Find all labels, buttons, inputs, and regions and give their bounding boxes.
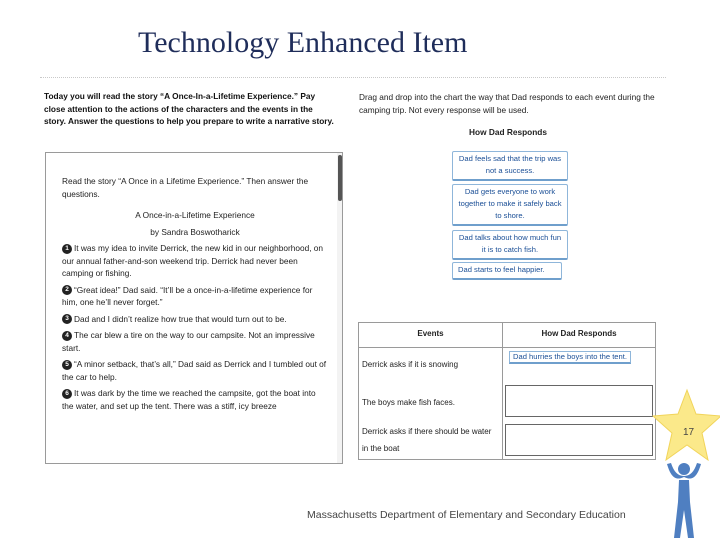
response-bank-title: How Dad Responds: [469, 127, 547, 137]
paragraph-number: 5: [62, 360, 72, 370]
paragraph: 2 “Great idea!” Dad said. “It’ll be a once-in-a-lifetime experience for him, one he’ll never forget.”: [62, 284, 313, 307]
response-tile[interactable]: Dad talks about how much fun it is to catch fish.: [452, 230, 568, 260]
intro-text: Today you will read the story “A Once-In-a-Lifetime Experience.” Pay close attention to the actions of the characters and the events in the story. Answer the questions to help you prepare to write a narrative story.: [44, 91, 334, 126]
task-instruction: Drag and drop into the chart the way that Dad responds to each event during the camping trip. Not every response will be used.: [359, 92, 655, 115]
title-divider: [40, 77, 666, 78]
page-number: 17: [683, 427, 695, 438]
response-tile[interactable]: Dad gets everyone to work together to make it safely back to shore.: [452, 184, 568, 226]
drop-zone[interactable]: [505, 424, 653, 456]
story-title: A Once-in-a-Lifetime Experience: [135, 210, 255, 220]
passage-content: [62, 175, 328, 416]
person-figure-icon: [664, 460, 704, 540]
scroll-thumb[interactable]: [338, 155, 342, 201]
footer-text: Massachusetts Department of Elementary and Secondary Education: [307, 509, 626, 521]
column-divider: [502, 323, 503, 459]
passage-instruction: Read the story “A Once in a Lifetime Experience.” Then answer the questions.: [62, 176, 309, 199]
slide-title: Technology Enhanced Item: [138, 26, 468, 59]
placed-response-tile[interactable]: Dad hurries the boys into the tent.: [509, 351, 631, 364]
star-icon: [652, 388, 720, 462]
response-tile[interactable]: Dad starts to feel happier.: [452, 262, 562, 280]
drop-zone[interactable]: [505, 349, 653, 367]
responses-header: How Dad Responds: [503, 323, 655, 348]
story-author: by Sandra Boswotharick: [150, 226, 240, 237]
passage-panel[interactable]: [45, 152, 343, 464]
event-cell: Derrick asks if it is snowing: [362, 360, 459, 369]
paragraph: 1 It was my idea to invite Derrick, the new kid in our neighborhood, on our annual father-and-son weekend trip. Derrick had never been camping or fishing.: [62, 243, 324, 278]
passage-scrollbar[interactable]: [337, 153, 342, 463]
paragraph-number: 4: [62, 331, 72, 341]
paragraph-number: 1: [62, 244, 72, 254]
paragraph: 3 Dad and I didn’t realize how true that would turn out to be.: [62, 313, 328, 326]
paragraph-number: 3: [62, 314, 72, 324]
paragraph: 6 It was dark by the time we reached the campsite, got the boat into the water, and set up the tent. There was a stiff, icy breeze: [62, 388, 316, 411]
response-tile[interactable]: Dad feels sad that the trip was not a success.: [452, 151, 568, 181]
paragraph: 4 The car blew a tire on the way to our campsite. Not an impressive start.: [62, 330, 315, 353]
events-table: [358, 322, 656, 460]
events-header: Events: [359, 323, 503, 348]
event-cell: Derrick asks if there should be water in the boat: [362, 427, 492, 453]
drop-zone[interactable]: [505, 385, 653, 417]
paragraph: 5 “A minor setback, that’s all,” Dad said as Derrick and I tumbled out of the car to help.: [62, 359, 327, 382]
paragraph-number: 6: [62, 389, 72, 399]
event-cell: The boys make fish faces.: [362, 398, 455, 407]
paragraph-number: 2: [62, 285, 72, 295]
